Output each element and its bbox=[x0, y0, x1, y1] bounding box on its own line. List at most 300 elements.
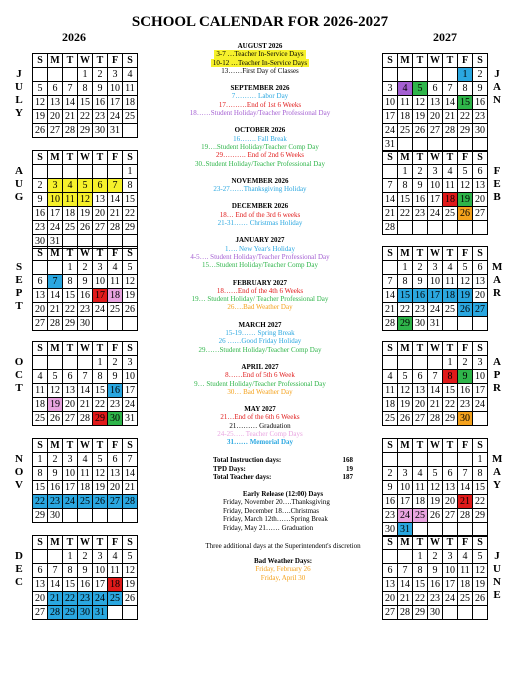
weekday-header: S bbox=[383, 151, 398, 165]
month-grid-january bbox=[382, 53, 488, 152]
day-cell: 4 bbox=[398, 82, 413, 96]
day-cell: 16 bbox=[108, 384, 123, 398]
weekday-header: S bbox=[473, 247, 488, 261]
week-row bbox=[383, 356, 488, 370]
day-cell: 2 bbox=[93, 68, 108, 82]
day-cell bbox=[48, 550, 63, 564]
weekday-header: F bbox=[108, 247, 123, 261]
day-cell: 23 bbox=[48, 495, 63, 509]
day-cell bbox=[398, 453, 413, 467]
month-letter: E bbox=[15, 274, 23, 286]
day-cell: 19 bbox=[93, 481, 108, 495]
weekday-header: M bbox=[398, 247, 413, 261]
weekday-header: W bbox=[428, 342, 443, 356]
weekday-header: S bbox=[473, 439, 488, 453]
day-cell: 7 bbox=[78, 370, 93, 384]
day-cell: 24 bbox=[108, 110, 123, 124]
event-line: 26….Bad Weather Day bbox=[227, 303, 293, 312]
event-line: 15…Student Holiday/Teacher Comp Day bbox=[202, 261, 318, 270]
year-label-right: 2027 bbox=[433, 30, 457, 44]
month-letters-october bbox=[14, 356, 24, 395]
week-row bbox=[33, 193, 138, 207]
day-cell: 23 bbox=[78, 592, 93, 606]
event-line: 18……End of the 4th 6 Weeks bbox=[216, 286, 304, 295]
day-cell: 5 bbox=[78, 179, 93, 193]
day-cell: 25 bbox=[443, 207, 458, 221]
day-cell: 9 bbox=[458, 370, 473, 384]
event-line: 19….Student Holiday/Teacher Comp Day bbox=[201, 142, 319, 151]
day-cell: 31 bbox=[428, 317, 443, 331]
day-cell: 31 bbox=[108, 124, 123, 138]
day-cell bbox=[458, 221, 473, 235]
day-cell: 4 bbox=[108, 261, 123, 275]
day-cell: 2 bbox=[108, 356, 123, 370]
event-line: 24-25….. Teacher Comp Days bbox=[217, 429, 303, 438]
day-cell: 28 bbox=[398, 606, 413, 620]
day-cell: 16 bbox=[458, 384, 473, 398]
month-letters-february bbox=[492, 165, 502, 204]
day-cell: 10 bbox=[428, 179, 443, 193]
week-row bbox=[33, 303, 138, 317]
month-letter: Y bbox=[493, 479, 501, 491]
day-cell: 8 bbox=[123, 179, 138, 193]
weekday-header: T bbox=[63, 54, 78, 68]
day-cell: 23 bbox=[108, 398, 123, 412]
day-cell: 1 bbox=[398, 261, 413, 275]
week-row bbox=[33, 261, 138, 275]
day-cell: 3 bbox=[383, 82, 398, 96]
day-cell: 3 bbox=[108, 68, 123, 82]
day-cell: 8 bbox=[93, 370, 108, 384]
day-cell: 22 bbox=[398, 303, 413, 317]
day-cell: 9 bbox=[78, 275, 93, 289]
week-row bbox=[383, 412, 488, 426]
month-letter: P bbox=[493, 369, 501, 381]
weekday-header: S bbox=[33, 151, 48, 165]
month-letters-july bbox=[14, 68, 24, 120]
day-cell: 19 bbox=[33, 110, 48, 124]
day-cell: 16 bbox=[33, 207, 48, 221]
event-line: 10-12 …Teacher In-Service Days bbox=[212, 58, 308, 67]
day-cell bbox=[33, 68, 48, 82]
day-cell: 17 bbox=[123, 384, 138, 398]
weekday-header: M bbox=[48, 342, 63, 356]
day-cell: 5 bbox=[473, 550, 488, 564]
weekday-header: F bbox=[458, 536, 473, 550]
weekday-header: S bbox=[383, 54, 398, 68]
day-cell: 27 bbox=[63, 412, 78, 426]
day-cell: 21 bbox=[443, 110, 458, 124]
weekday-header: T bbox=[413, 536, 428, 550]
month-letter: J bbox=[494, 68, 500, 80]
day-cell: 10 bbox=[63, 467, 78, 481]
stat-row bbox=[213, 456, 353, 465]
day-cell: 31 bbox=[398, 523, 413, 537]
week-row bbox=[33, 467, 138, 481]
day-cell: 17 bbox=[473, 384, 488, 398]
day-cell bbox=[443, 606, 458, 620]
week-row bbox=[33, 453, 138, 467]
day-cell: 3 bbox=[428, 165, 443, 179]
day-cell: 26 bbox=[123, 303, 138, 317]
event-line: 21-31…… Christmas Holiday bbox=[217, 219, 303, 228]
weekday-header: T bbox=[93, 536, 108, 550]
day-cell: 26 bbox=[458, 207, 473, 221]
day-cell: 22 bbox=[413, 592, 428, 606]
day-cell: 21 bbox=[428, 398, 443, 412]
month-letter: Y bbox=[15, 107, 23, 119]
weekday-header: T bbox=[63, 536, 78, 550]
week-row bbox=[33, 495, 138, 509]
day-cell: 23 bbox=[93, 110, 108, 124]
month-letter: A bbox=[15, 165, 23, 177]
day-cell: 29 bbox=[63, 606, 78, 620]
day-cell: 25 bbox=[108, 303, 123, 317]
week-row bbox=[383, 509, 488, 523]
day-cell bbox=[413, 356, 428, 370]
day-cell: 28 bbox=[48, 317, 63, 331]
day-cell: 26 bbox=[78, 221, 93, 235]
day-cell: 13 bbox=[93, 193, 108, 207]
day-cell: 17 bbox=[428, 193, 443, 207]
weekday-header: S bbox=[473, 536, 488, 550]
event-line: 26 ……Good Friday Holiday bbox=[218, 337, 302, 346]
day-cell: 5 bbox=[93, 453, 108, 467]
month-grid-december bbox=[32, 535, 138, 620]
month-letters-march bbox=[492, 261, 502, 300]
day-cell: 28 bbox=[48, 606, 63, 620]
day-cell: 4 bbox=[33, 370, 48, 384]
day-cell: 11 bbox=[383, 384, 398, 398]
day-cell bbox=[473, 412, 488, 426]
weekday-header: M bbox=[398, 151, 413, 165]
day-cell: 20 bbox=[108, 481, 123, 495]
day-cell: 8 bbox=[398, 275, 413, 289]
day-cell: 23 bbox=[383, 509, 398, 523]
week-row bbox=[33, 370, 138, 384]
day-cell: 29 bbox=[93, 412, 108, 426]
day-cell: 20 bbox=[473, 289, 488, 303]
weekday-header: W bbox=[78, 54, 93, 68]
month-grid-april bbox=[382, 341, 488, 426]
day-cell: 4 bbox=[123, 68, 138, 82]
day-cell: 7 bbox=[48, 275, 63, 289]
day-cell: 1 bbox=[458, 68, 473, 82]
day-cell: 2 bbox=[78, 550, 93, 564]
day-cell: 26 bbox=[458, 303, 473, 317]
day-cell: 3 bbox=[93, 261, 108, 275]
day-cell: 18 bbox=[458, 578, 473, 592]
month-letters-june bbox=[492, 550, 502, 602]
day-cell: 13 bbox=[473, 179, 488, 193]
week-row bbox=[383, 124, 488, 138]
day-cell: 9 bbox=[93, 82, 108, 96]
day-cell bbox=[63, 356, 78, 370]
month-letters-september bbox=[14, 261, 24, 313]
week-row bbox=[383, 481, 488, 495]
month-letter: N bbox=[493, 576, 501, 588]
discretion-note: Three additional days at the Superintendent's discretion bbox=[205, 542, 361, 550]
day-cell: 19 bbox=[428, 495, 443, 509]
day-cell: 14 bbox=[428, 384, 443, 398]
day-cell: 17 bbox=[108, 96, 123, 110]
day-cell: 24 bbox=[398, 509, 413, 523]
month-letter: J bbox=[16, 68, 22, 80]
day-cell: 18 bbox=[33, 398, 48, 412]
day-cell: 6 bbox=[428, 82, 443, 96]
day-cell: 6 bbox=[473, 165, 488, 179]
stat-value: 19 bbox=[346, 464, 353, 473]
day-cell: 13 bbox=[108, 467, 123, 481]
day-cell: 30 bbox=[428, 606, 443, 620]
day-cell: 10 bbox=[108, 82, 123, 96]
day-cell bbox=[383, 261, 398, 275]
day-cell: 1 bbox=[78, 68, 93, 82]
day-cell: 10 bbox=[428, 275, 443, 289]
day-cell: 29 bbox=[123, 221, 138, 235]
day-cell: 14 bbox=[383, 289, 398, 303]
weekday-header: F bbox=[458, 54, 473, 68]
week-row bbox=[33, 550, 138, 564]
day-cell: 10 bbox=[93, 275, 108, 289]
day-cell: 14 bbox=[383, 193, 398, 207]
day-cell: 21 bbox=[383, 303, 398, 317]
day-cell: 19 bbox=[48, 398, 63, 412]
weekday-header: W bbox=[428, 536, 443, 550]
day-cell bbox=[398, 550, 413, 564]
month-heading: AUGUST 2026 bbox=[237, 42, 283, 50]
day-cell: 9 bbox=[413, 179, 428, 193]
day-cell bbox=[123, 509, 138, 523]
month-letter: U bbox=[493, 563, 501, 575]
day-cell: 17 bbox=[398, 495, 413, 509]
day-cell bbox=[473, 221, 488, 235]
month-letter: R bbox=[493, 382, 501, 394]
day-cell: 18 bbox=[398, 110, 413, 124]
weekday-header: F bbox=[458, 247, 473, 261]
day-cell: 15 bbox=[63, 289, 78, 303]
day-cell: 22 bbox=[33, 495, 48, 509]
month-letters-may bbox=[492, 453, 502, 492]
day-cell: 14 bbox=[123, 467, 138, 481]
day-cell bbox=[93, 509, 108, 523]
week-row bbox=[33, 481, 138, 495]
day-cell: 30 bbox=[93, 124, 108, 138]
spacer bbox=[165, 354, 355, 363]
day-cell: 15 bbox=[33, 481, 48, 495]
event-line: 13……First Day of Classes bbox=[221, 66, 299, 75]
weekday-header: S bbox=[473, 54, 488, 68]
day-cell: 15 bbox=[63, 578, 78, 592]
month-heading: NOVEMBER 2026 bbox=[231, 176, 289, 185]
day-cell: 13 bbox=[443, 481, 458, 495]
day-cell: 22 bbox=[473, 495, 488, 509]
week-row bbox=[383, 221, 488, 235]
month-letter: D bbox=[15, 550, 23, 562]
day-cell: 10 bbox=[398, 481, 413, 495]
day-cell: 6 bbox=[383, 564, 398, 578]
day-cell bbox=[108, 509, 123, 523]
day-cell: 1 bbox=[33, 453, 48, 467]
day-cell: 28 bbox=[78, 412, 93, 426]
month-grid-july bbox=[32, 53, 138, 138]
day-cell: 25 bbox=[458, 592, 473, 606]
day-cell: 14 bbox=[78, 384, 93, 398]
day-cell: 2 bbox=[383, 467, 398, 481]
day-cell: 30 bbox=[78, 606, 93, 620]
event-line: 4-5…. Student Holiday/Teacher Professional Day bbox=[190, 252, 330, 261]
week-row bbox=[33, 509, 138, 523]
day-cell bbox=[473, 317, 488, 331]
day-cell: 14 bbox=[108, 193, 123, 207]
month-letter: S bbox=[15, 261, 23, 273]
day-cell: 21 bbox=[123, 481, 138, 495]
day-cell: 24 bbox=[428, 303, 443, 317]
day-cell bbox=[48, 165, 63, 179]
day-cell bbox=[78, 509, 93, 523]
day-cell: 27 bbox=[473, 303, 488, 317]
month-letter: E bbox=[493, 178, 501, 190]
day-cell bbox=[383, 550, 398, 564]
weekday-header: M bbox=[398, 342, 413, 356]
week-row bbox=[33, 317, 138, 331]
event-line: 21……… Graduation bbox=[229, 421, 291, 430]
month-letter: B bbox=[493, 191, 501, 203]
weekday-header: S bbox=[123, 342, 138, 356]
day-cell: 20 bbox=[33, 303, 48, 317]
day-cell: 27 bbox=[33, 317, 48, 331]
day-cell: 4 bbox=[413, 467, 428, 481]
week-row bbox=[383, 207, 488, 221]
bad-weather-item: Friday, April 30 bbox=[260, 573, 306, 582]
week-row bbox=[383, 606, 488, 620]
day-cell: 12 bbox=[458, 275, 473, 289]
event-line: 3-7 …Teacher In-Service Days bbox=[216, 50, 304, 59]
month-letter: G bbox=[14, 191, 24, 203]
day-cell: 30 bbox=[48, 509, 63, 523]
month-letter: A bbox=[493, 81, 501, 93]
day-cell: 13 bbox=[428, 96, 443, 110]
weekday-header: T bbox=[413, 151, 428, 165]
day-cell: 16 bbox=[78, 578, 93, 592]
day-cell bbox=[33, 356, 48, 370]
weekday-header: M bbox=[48, 536, 63, 550]
week-row bbox=[33, 275, 138, 289]
day-cell: 21 bbox=[458, 495, 473, 509]
event-line: 17………End of 1st 6 Weeks bbox=[218, 100, 302, 109]
weekday-header: F bbox=[108, 342, 123, 356]
day-cell: 21 bbox=[78, 398, 93, 412]
day-cell: 14 bbox=[48, 578, 63, 592]
day-cell bbox=[398, 221, 413, 235]
day-cell bbox=[48, 356, 63, 370]
day-cell: 14 bbox=[48, 289, 63, 303]
day-cell: 6 bbox=[108, 453, 123, 467]
day-cell: 2 bbox=[78, 261, 93, 275]
day-cell: 3 bbox=[48, 179, 63, 193]
day-cell: 17 bbox=[428, 289, 443, 303]
day-cell bbox=[458, 606, 473, 620]
day-cell: 10 bbox=[383, 96, 398, 110]
weekday-header: F bbox=[458, 342, 473, 356]
event-line: 8……End of 5th 6 Week bbox=[225, 371, 295, 380]
day-cell: 7 bbox=[443, 82, 458, 96]
weekday-header: M bbox=[398, 439, 413, 453]
day-cell: 21 bbox=[48, 592, 63, 606]
event-line: 7……… Labor Day bbox=[231, 92, 289, 101]
day-cell: 29 bbox=[78, 124, 93, 138]
day-cell: 12 bbox=[33, 96, 48, 110]
day-cell: 30 bbox=[413, 317, 428, 331]
day-cell: 6 bbox=[443, 467, 458, 481]
event-line: 30… Bad Weather Day bbox=[227, 387, 293, 396]
day-cell: 1 bbox=[93, 356, 108, 370]
day-cell: 11 bbox=[63, 193, 78, 207]
day-cell: 31 bbox=[48, 235, 63, 249]
week-row bbox=[383, 275, 488, 289]
week-row bbox=[383, 261, 488, 275]
stat-row bbox=[213, 473, 353, 482]
month-letter: C bbox=[15, 369, 23, 381]
day-cell: 6 bbox=[33, 275, 48, 289]
day-cell: 18 bbox=[63, 207, 78, 221]
month-grid-september bbox=[32, 246, 138, 331]
month-letter: T bbox=[15, 300, 23, 312]
day-cell: 15 bbox=[78, 96, 93, 110]
day-cell: 15 bbox=[398, 193, 413, 207]
day-cell: 3 bbox=[63, 453, 78, 467]
spacer bbox=[165, 168, 355, 177]
day-cell: 31 bbox=[93, 606, 108, 620]
day-cell: 29 bbox=[398, 317, 413, 331]
day-cell: 7 bbox=[383, 179, 398, 193]
day-cell: 19 bbox=[473, 578, 488, 592]
day-cell: 12 bbox=[428, 481, 443, 495]
day-cell: 10 bbox=[48, 193, 63, 207]
day-cell: 23 bbox=[78, 303, 93, 317]
day-cell: 9 bbox=[108, 370, 123, 384]
day-cell: 8 bbox=[63, 275, 78, 289]
day-cell: 25 bbox=[108, 592, 123, 606]
day-cell bbox=[413, 221, 428, 235]
day-cell bbox=[33, 165, 48, 179]
weekday-header: S bbox=[383, 342, 398, 356]
day-cell: 27 bbox=[48, 124, 63, 138]
day-cell: 1 bbox=[443, 356, 458, 370]
day-cell: 5 bbox=[33, 82, 48, 96]
month-heading: SEPTEMBER 2026 bbox=[230, 84, 290, 93]
bad-weather-item: Friday, February 26 bbox=[255, 565, 311, 573]
day-cell: 12 bbox=[458, 179, 473, 193]
week-row bbox=[383, 68, 488, 82]
day-cell: 22 bbox=[398, 207, 413, 221]
day-cell: 23 bbox=[413, 207, 428, 221]
weekday-header: S bbox=[383, 247, 398, 261]
day-cell: 9 bbox=[78, 564, 93, 578]
day-cell: 30 bbox=[458, 412, 473, 426]
day-cell bbox=[428, 68, 443, 82]
day-cell: 12 bbox=[473, 564, 488, 578]
month-letter: O bbox=[14, 356, 24, 368]
day-cell: 10 bbox=[93, 564, 108, 578]
day-cell: 1 bbox=[413, 550, 428, 564]
weekday-header: W bbox=[428, 54, 443, 68]
week-row bbox=[383, 165, 488, 179]
day-cell: 9 bbox=[473, 82, 488, 96]
day-cell: 3 bbox=[93, 550, 108, 564]
day-cell: 14 bbox=[458, 481, 473, 495]
month-letter: L bbox=[15, 94, 23, 106]
